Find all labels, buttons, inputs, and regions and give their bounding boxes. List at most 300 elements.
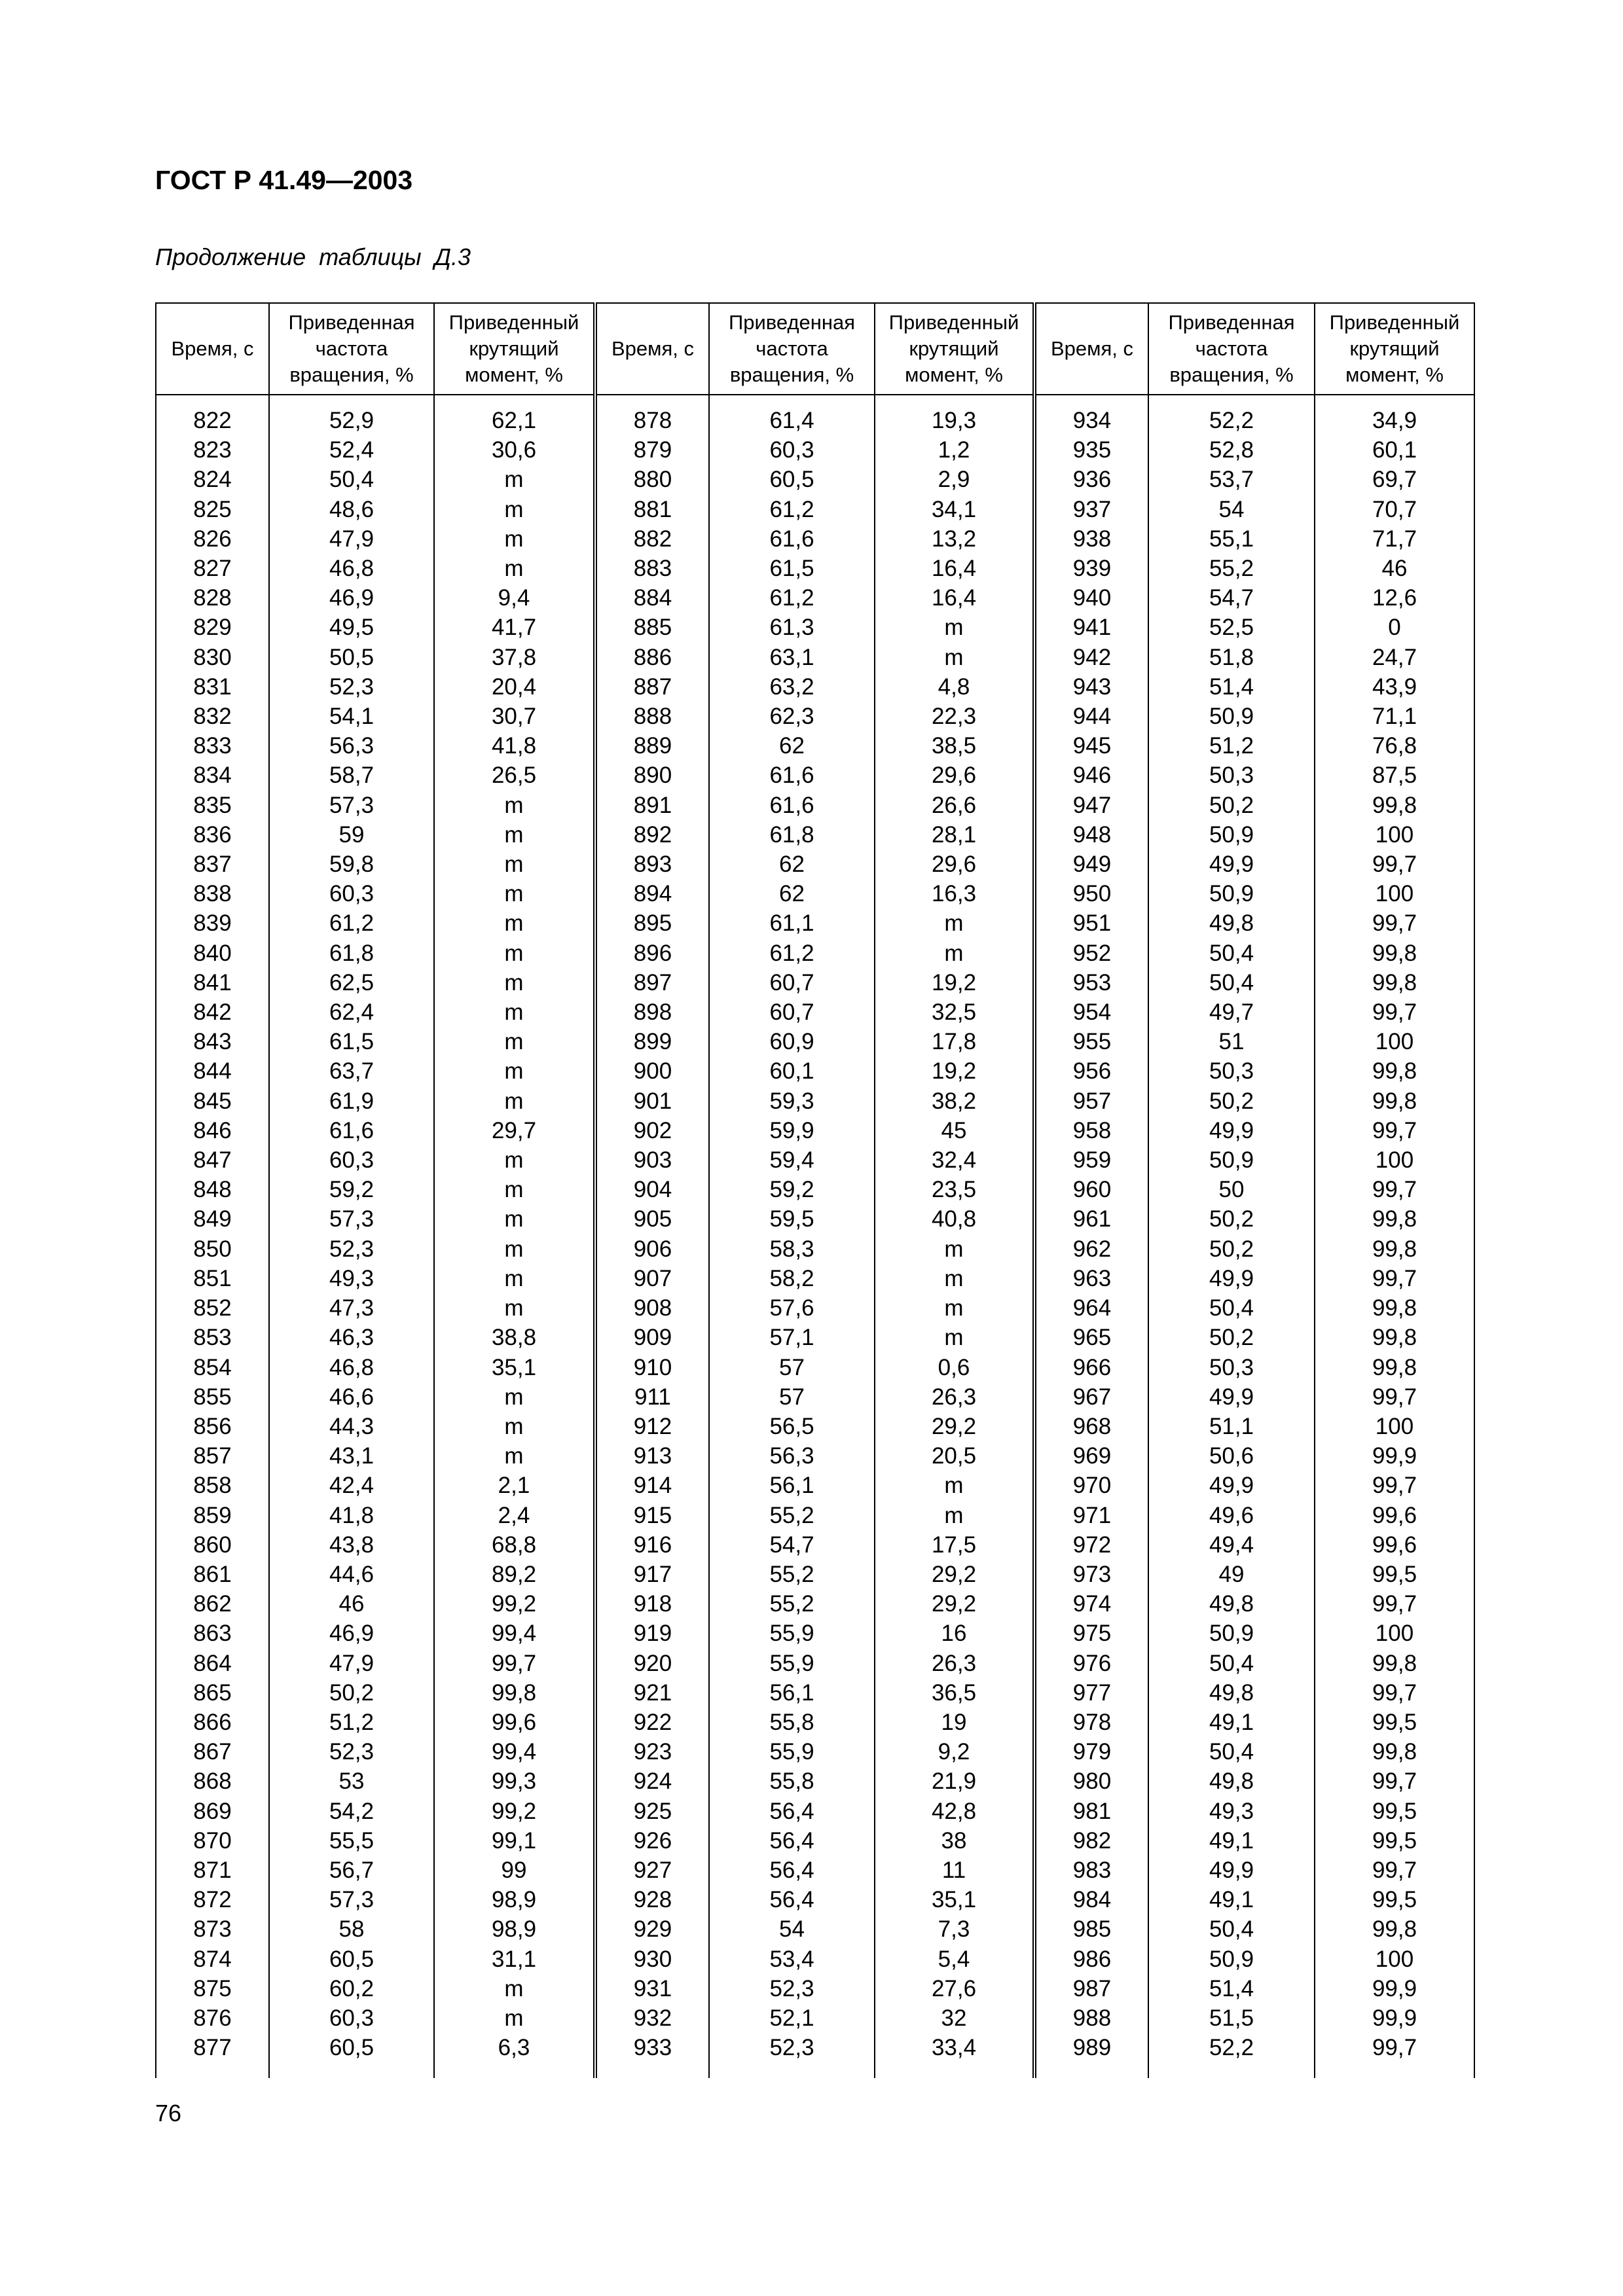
cell-speed-2: 55,2 — [709, 1589, 875, 1619]
cell-speed-1: 46,9 — [269, 583, 434, 613]
spacer-cell — [875, 2062, 1034, 2078]
cell-speed-2: 56,4 — [709, 1885, 875, 1914]
cell-speed-3: 49,8 — [1148, 1678, 1315, 1708]
table-row — [156, 1204, 1474, 1234]
table-row — [156, 1589, 1474, 1619]
cell-speed-1: 50,2 — [269, 1678, 434, 1708]
header-speed-3: Приведенная частота вращения, % — [1148, 303, 1315, 395]
cell-time-3: 939 — [1034, 554, 1148, 583]
cell-torque-2: 45 — [875, 1116, 1034, 1145]
cell-time-3: 974 — [1034, 1589, 1148, 1619]
cell-torque-1: 99,7 — [434, 1649, 595, 1678]
cell-speed-2: 61,2 — [709, 495, 875, 524]
table-row — [156, 2003, 1474, 2033]
cell-speed-2: 62 — [709, 731, 875, 761]
cell-speed-2: 61,1 — [709, 908, 875, 938]
cell-torque-2: 29,6 — [875, 761, 1034, 790]
cell-torque-3: 99,7 — [1315, 1471, 1474, 1500]
cell-speed-3: 49,1 — [1148, 1826, 1315, 1856]
cell-speed-3: 49,8 — [1148, 1589, 1315, 1619]
cell-torque-3: 71,7 — [1315, 524, 1474, 554]
cell-time-3: 946 — [1034, 761, 1148, 790]
cell-torque-2: 17,8 — [875, 1027, 1034, 1056]
cell-torque-2: m — [875, 1323, 1034, 1352]
cell-torque-2: 19,2 — [875, 968, 1034, 997]
cell-speed-3: 49,7 — [1148, 997, 1315, 1027]
cell-speed-2: 56,1 — [709, 1471, 875, 1500]
cell-speed-1: 48,6 — [269, 495, 434, 524]
cell-torque-2: 26,3 — [875, 1649, 1034, 1678]
table-row — [156, 1737, 1474, 1767]
cell-time-3: 981 — [1034, 1797, 1148, 1826]
cell-speed-2: 61,6 — [709, 761, 875, 790]
table-body — [156, 395, 1474, 2078]
cell-speed-3: 51,4 — [1148, 672, 1315, 702]
cell-time-1: 862 — [156, 1589, 269, 1619]
cell-time-1: 834 — [156, 761, 269, 790]
cell-time-3: 936 — [1034, 465, 1148, 494]
cell-torque-3: 99,8 — [1315, 1323, 1474, 1352]
cell-speed-3: 52,2 — [1148, 2033, 1315, 2062]
header-time-1: Время, с — [156, 303, 269, 395]
cell-time-2: 891 — [595, 791, 709, 820]
cell-time-3: 942 — [1034, 643, 1148, 672]
cell-time-3: 947 — [1034, 791, 1148, 820]
header-speed-2: Приведенная частота вращения, % — [709, 303, 875, 395]
cell-time-2: 883 — [595, 554, 709, 583]
cell-torque-3: 99,7 — [1315, 1175, 1474, 1204]
cell-speed-1: 52,3 — [269, 1234, 434, 1264]
cell-torque-1: 30,6 — [434, 435, 595, 465]
cell-torque-3: 99,8 — [1315, 1353, 1474, 1382]
cell-speed-2: 59,2 — [709, 1175, 875, 1204]
cell-torque-2: 33,4 — [875, 2033, 1034, 2062]
cell-torque-1: m — [434, 850, 595, 879]
cell-speed-2: 59,3 — [709, 1086, 875, 1116]
cell-time-2: 912 — [595, 1412, 709, 1441]
cell-speed-3: 49,1 — [1148, 1708, 1315, 1737]
cell-torque-3: 100 — [1315, 1027, 1474, 1056]
cell-speed-2: 54 — [709, 1914, 875, 1944]
cell-torque-2: 38,2 — [875, 1086, 1034, 1116]
cell-time-1: 871 — [156, 1856, 269, 1885]
cell-time-2: 910 — [595, 1353, 709, 1382]
cell-torque-1: 99,2 — [434, 1589, 595, 1619]
cell-torque-1: m — [434, 1412, 595, 1441]
cell-torque-3: 99,8 — [1315, 1737, 1474, 1767]
cell-torque-2: 13,2 — [875, 524, 1034, 554]
cell-torque-1: m — [434, 1056, 595, 1086]
cell-speed-3: 49,9 — [1148, 850, 1315, 879]
cell-speed-1: 47,3 — [269, 1293, 434, 1323]
cell-speed-3: 49,9 — [1148, 1264, 1315, 1293]
table-row — [156, 1353, 1474, 1382]
cell-torque-2: m — [875, 1293, 1034, 1323]
cell-speed-3: 50,6 — [1148, 1441, 1315, 1471]
cell-time-3: 955 — [1034, 1027, 1148, 1056]
table-row — [156, 1116, 1474, 1145]
cell-speed-2: 56,3 — [709, 1441, 875, 1471]
cell-torque-2: 4,8 — [875, 672, 1034, 702]
cell-torque-1: m — [434, 1382, 595, 1412]
cell-torque-1: 62,1 — [434, 406, 595, 435]
cell-speed-2: 61,6 — [709, 791, 875, 820]
cell-torque-1: m — [434, 1974, 595, 2003]
cell-speed-1: 62,5 — [269, 968, 434, 997]
cell-time-2: 900 — [595, 1056, 709, 1086]
cell-time-2: 923 — [595, 1737, 709, 1767]
spacer-cell — [269, 395, 434, 406]
cell-torque-3: 99,6 — [1315, 1501, 1474, 1530]
cell-speed-1: 61,2 — [269, 908, 434, 938]
cell-speed-3: 50,2 — [1148, 1234, 1315, 1264]
cell-time-2: 903 — [595, 1145, 709, 1175]
cell-speed-3: 51,2 — [1148, 731, 1315, 761]
cell-torque-3: 99,7 — [1315, 1264, 1474, 1293]
cell-torque-3: 99,5 — [1315, 1797, 1474, 1826]
cell-torque-2: 35,1 — [875, 1885, 1034, 1914]
cell-speed-1: 46,3 — [269, 1323, 434, 1352]
cell-torque-1: m — [434, 820, 595, 850]
cell-speed-3: 51,4 — [1148, 1974, 1315, 2003]
cell-torque-1: 26,5 — [434, 761, 595, 790]
cell-speed-3: 50,4 — [1148, 1649, 1315, 1678]
cell-time-3: 972 — [1034, 1530, 1148, 1560]
cell-time-3: 957 — [1034, 1086, 1148, 1116]
cell-time-3: 941 — [1034, 613, 1148, 642]
table-row — [156, 1619, 1474, 1648]
cell-speed-3: 50,3 — [1148, 1056, 1315, 1086]
cell-time-1: 875 — [156, 1974, 269, 2003]
cell-time-3: 971 — [1034, 1501, 1148, 1530]
table-row — [156, 1560, 1474, 1589]
cell-time-1: 825 — [156, 495, 269, 524]
cell-torque-1: 38,8 — [434, 1323, 595, 1352]
cell-torque-1: m — [434, 1086, 595, 1116]
cell-torque-1: 20,4 — [434, 672, 595, 702]
cell-time-1: 836 — [156, 820, 269, 850]
cell-time-3: 938 — [1034, 524, 1148, 554]
cell-torque-2: 17,5 — [875, 1530, 1034, 1560]
cell-time-1: 866 — [156, 1708, 269, 1737]
cell-torque-3: 99,7 — [1315, 1767, 1474, 1796]
header-time-3: Время, с — [1034, 303, 1148, 395]
cell-time-1: 840 — [156, 939, 269, 968]
cell-torque-3: 99,5 — [1315, 1560, 1474, 1589]
cell-time-2: 893 — [595, 850, 709, 879]
cell-torque-3: 99,8 — [1315, 1293, 1474, 1323]
cell-speed-3: 51,1 — [1148, 1412, 1315, 1441]
cell-time-1: 846 — [156, 1116, 269, 1145]
table-row — [156, 2033, 1474, 2062]
cell-speed-2: 52,1 — [709, 2003, 875, 2033]
cell-time-2: 882 — [595, 524, 709, 554]
cell-speed-1: 59,8 — [269, 850, 434, 879]
cell-time-2: 922 — [595, 1708, 709, 1737]
cell-torque-1: 99,1 — [434, 1826, 595, 1856]
cell-torque-3: 24,7 — [1315, 643, 1474, 672]
table-row — [156, 1797, 1474, 1826]
cell-time-3: 960 — [1034, 1175, 1148, 1204]
table-row — [156, 1974, 1474, 2003]
cell-speed-1: 57,3 — [269, 1204, 434, 1234]
cell-time-1: 860 — [156, 1530, 269, 1560]
cell-torque-1: m — [434, 908, 595, 938]
table-row — [156, 997, 1474, 1027]
cell-time-1: 827 — [156, 554, 269, 583]
cell-speed-2: 60,9 — [709, 1027, 875, 1056]
cell-torque-2: 29,2 — [875, 1560, 1034, 1589]
cell-torque-3: 99,9 — [1315, 2003, 1474, 2033]
table-row — [156, 1412, 1474, 1441]
cell-time-2: 892 — [595, 820, 709, 850]
cell-speed-3: 50,9 — [1148, 820, 1315, 850]
cell-time-1: 850 — [156, 1234, 269, 1264]
spacer-cell — [1148, 395, 1315, 406]
cell-torque-2: 29,2 — [875, 1412, 1034, 1441]
cell-torque-3: 99,8 — [1315, 1204, 1474, 1234]
cell-time-3: 984 — [1034, 1885, 1148, 1914]
cell-speed-2: 62 — [709, 850, 875, 879]
cell-speed-2: 63,2 — [709, 672, 875, 702]
cell-speed-1: 46,9 — [269, 1619, 434, 1648]
cell-torque-2: 7,3 — [875, 1914, 1034, 1944]
cell-time-1: 824 — [156, 465, 269, 494]
cell-time-3: 964 — [1034, 1293, 1148, 1323]
cell-torque-3: 69,7 — [1315, 465, 1474, 494]
cell-time-3: 982 — [1034, 1826, 1148, 1856]
cell-torque-1: 99 — [434, 1856, 595, 1885]
table-row — [156, 495, 1474, 524]
cell-time-2: 887 — [595, 672, 709, 702]
cell-speed-1: 52,4 — [269, 435, 434, 465]
cell-torque-3: 99,6 — [1315, 1530, 1474, 1560]
cell-torque-1: m — [434, 465, 595, 494]
cell-speed-2: 59,4 — [709, 1145, 875, 1175]
cell-torque-2: 32,5 — [875, 997, 1034, 1027]
cell-time-2: 921 — [595, 1678, 709, 1708]
cell-speed-2: 56,5 — [709, 1412, 875, 1441]
cell-torque-3: 76,8 — [1315, 731, 1474, 761]
cell-torque-3: 99,5 — [1315, 1826, 1474, 1856]
spacer-cell — [434, 395, 595, 406]
cell-torque-1: m — [434, 997, 595, 1027]
cell-time-3: 944 — [1034, 702, 1148, 731]
cell-time-1: 842 — [156, 997, 269, 1027]
cell-speed-2: 62,3 — [709, 702, 875, 731]
cell-time-3: 940 — [1034, 583, 1148, 613]
cell-speed-1: 58 — [269, 1914, 434, 1944]
cell-speed-1: 62,4 — [269, 997, 434, 1027]
cell-speed-3: 49,9 — [1148, 1116, 1315, 1145]
cell-torque-2: 38 — [875, 1826, 1034, 1856]
cell-speed-1: 61,8 — [269, 939, 434, 968]
cell-time-1: 865 — [156, 1678, 269, 1708]
cell-speed-2: 61,5 — [709, 554, 875, 583]
cell-time-2: 925 — [595, 1797, 709, 1826]
table-row — [156, 643, 1474, 672]
cell-time-2: 920 — [595, 1649, 709, 1678]
cell-torque-3: 99,7 — [1315, 2033, 1474, 2062]
cell-time-2: 932 — [595, 2003, 709, 2033]
cell-torque-2: 16,4 — [875, 554, 1034, 583]
cell-speed-3: 51,5 — [1148, 2003, 1315, 2033]
spacer-cell — [1315, 2062, 1474, 2078]
header-time-2: Время, с — [595, 303, 709, 395]
table-row — [156, 1945, 1474, 1974]
cell-speed-1: 60,5 — [269, 1945, 434, 1974]
cell-torque-1: m — [434, 879, 595, 908]
cell-torque-3: 12,6 — [1315, 583, 1474, 613]
cell-torque-3: 0 — [1315, 613, 1474, 642]
cell-speed-1: 56,7 — [269, 1856, 434, 1885]
cell-torque-2: 27,6 — [875, 1974, 1034, 2003]
cell-time-3: 943 — [1034, 672, 1148, 702]
cell-speed-1: 55,5 — [269, 1826, 434, 1856]
cell-torque-2: m — [875, 908, 1034, 938]
cell-time-3: 956 — [1034, 1056, 1148, 1086]
cell-time-3: 949 — [1034, 850, 1148, 879]
cell-torque-3: 100 — [1315, 1145, 1474, 1175]
cell-time-2: 894 — [595, 879, 709, 908]
cell-speed-3: 50,9 — [1148, 879, 1315, 908]
cell-speed-1: 46,6 — [269, 1382, 434, 1412]
cell-torque-1: 29,7 — [434, 1116, 595, 1145]
cell-speed-2: 60,7 — [709, 968, 875, 997]
cell-speed-2: 59,9 — [709, 1116, 875, 1145]
cell-torque-3: 34,9 — [1315, 406, 1474, 435]
cell-time-1: 851 — [156, 1264, 269, 1293]
cell-time-1: 833 — [156, 731, 269, 761]
cell-time-1: 876 — [156, 2003, 269, 2033]
spacer-cell — [709, 2062, 875, 2078]
cell-speed-3: 50,2 — [1148, 1204, 1315, 1234]
header-torque-2: Приведенный крутящий момент, % — [875, 303, 1034, 395]
table-row — [156, 1914, 1474, 1944]
cell-torque-2: 20,5 — [875, 1441, 1034, 1471]
cell-time-1: 868 — [156, 1767, 269, 1796]
cell-speed-3: 49,4 — [1148, 1530, 1315, 1560]
document-code: ГОСТ Р 41.49—2003 — [155, 165, 413, 195]
cell-torque-1: 31,1 — [434, 1945, 595, 1974]
cell-speed-1: 53 — [269, 1767, 434, 1796]
cell-speed-1: 51,2 — [269, 1708, 434, 1737]
cell-time-3: 969 — [1034, 1441, 1148, 1471]
cell-torque-3: 71,1 — [1315, 702, 1474, 731]
cell-time-3: 953 — [1034, 968, 1148, 997]
table-row — [156, 1441, 1474, 1471]
cell-speed-2: 60,3 — [709, 435, 875, 465]
cell-speed-3: 50 — [1148, 1175, 1315, 1204]
cell-torque-3: 100 — [1315, 1945, 1474, 1974]
cell-speed-1: 59 — [269, 820, 434, 850]
cell-torque-1: m — [434, 1264, 595, 1293]
table-row — [156, 1027, 1474, 1056]
cell-time-3: 954 — [1034, 997, 1148, 1027]
cell-torque-1: 30,7 — [434, 702, 595, 731]
cell-time-1: 847 — [156, 1145, 269, 1175]
cell-time-2: 906 — [595, 1234, 709, 1264]
table-row — [156, 672, 1474, 702]
cell-torque-3: 99,8 — [1315, 1914, 1474, 1944]
cell-speed-1: 59,2 — [269, 1175, 434, 1204]
table-row — [156, 1649, 1474, 1678]
cell-torque-3: 99,5 — [1315, 1708, 1474, 1737]
cell-torque-3: 100 — [1315, 1619, 1474, 1648]
cell-speed-3: 55,2 — [1148, 554, 1315, 583]
cell-torque-1: m — [434, 495, 595, 524]
table-row — [156, 554, 1474, 583]
cell-time-3: 948 — [1034, 820, 1148, 850]
table-row — [156, 1471, 1474, 1500]
table-row — [156, 761, 1474, 790]
cell-time-3: 987 — [1034, 1974, 1148, 2003]
cell-speed-1: 42,4 — [269, 1471, 434, 1500]
cell-time-2: 905 — [595, 1204, 709, 1234]
cell-time-1: 845 — [156, 1086, 269, 1116]
cell-speed-3: 50,9 — [1148, 1145, 1315, 1175]
cell-time-1: 831 — [156, 672, 269, 702]
cell-speed-1: 60,3 — [269, 2003, 434, 2033]
cell-speed-2: 61,2 — [709, 939, 875, 968]
cell-time-2: 890 — [595, 761, 709, 790]
cell-speed-3: 50,4 — [1148, 1737, 1315, 1767]
cell-speed-2: 61,3 — [709, 613, 875, 642]
cell-time-2: 915 — [595, 1501, 709, 1530]
cell-speed-3: 54,7 — [1148, 583, 1315, 613]
cell-torque-1: 9,4 — [434, 583, 595, 613]
cell-time-1: 870 — [156, 1826, 269, 1856]
cell-speed-3: 50,2 — [1148, 1323, 1315, 1352]
cell-speed-2: 59,5 — [709, 1204, 875, 1234]
table-row — [156, 1767, 1474, 1796]
cell-speed-2: 56,4 — [709, 1797, 875, 1826]
cell-speed-3: 49,9 — [1148, 1856, 1315, 1885]
cell-time-1: 859 — [156, 1501, 269, 1530]
cell-time-1: 823 — [156, 435, 269, 465]
cell-torque-2: m — [875, 1264, 1034, 1293]
cell-torque-2: 29,6 — [875, 850, 1034, 879]
cell-speed-1: 57,3 — [269, 1885, 434, 1914]
cell-time-2: 933 — [595, 2033, 709, 2062]
cell-speed-2: 57,6 — [709, 1293, 875, 1323]
cell-torque-2: 34,1 — [875, 495, 1034, 524]
table-row — [156, 1234, 1474, 1264]
cell-time-2: 889 — [595, 731, 709, 761]
table-spacer-row — [156, 395, 1474, 406]
cell-time-2: 928 — [595, 1885, 709, 1914]
page-number: 76 — [155, 2100, 182, 2126]
cell-speed-1: 60,3 — [269, 879, 434, 908]
cell-time-2: 878 — [595, 406, 709, 435]
cell-speed-1: 54,2 — [269, 1797, 434, 1826]
cell-time-3: 966 — [1034, 1353, 1148, 1382]
table-row — [156, 850, 1474, 879]
cell-time-2: 896 — [595, 939, 709, 968]
table-row — [156, 1056, 1474, 1086]
header-torque-3: Приведенный крутящий момент, % — [1315, 303, 1474, 395]
cell-torque-3: 46 — [1315, 554, 1474, 583]
spacer-cell — [1034, 2062, 1148, 2078]
cell-speed-2: 56,1 — [709, 1678, 875, 1708]
cell-speed-1: 46 — [269, 1589, 434, 1619]
table-row — [156, 1826, 1474, 1856]
cell-time-3: 985 — [1034, 1914, 1148, 1944]
cell-time-2: 898 — [595, 997, 709, 1027]
table-row — [156, 1382, 1474, 1412]
cell-speed-1: 63,7 — [269, 1056, 434, 1086]
cell-torque-1: 41,8 — [434, 731, 595, 761]
